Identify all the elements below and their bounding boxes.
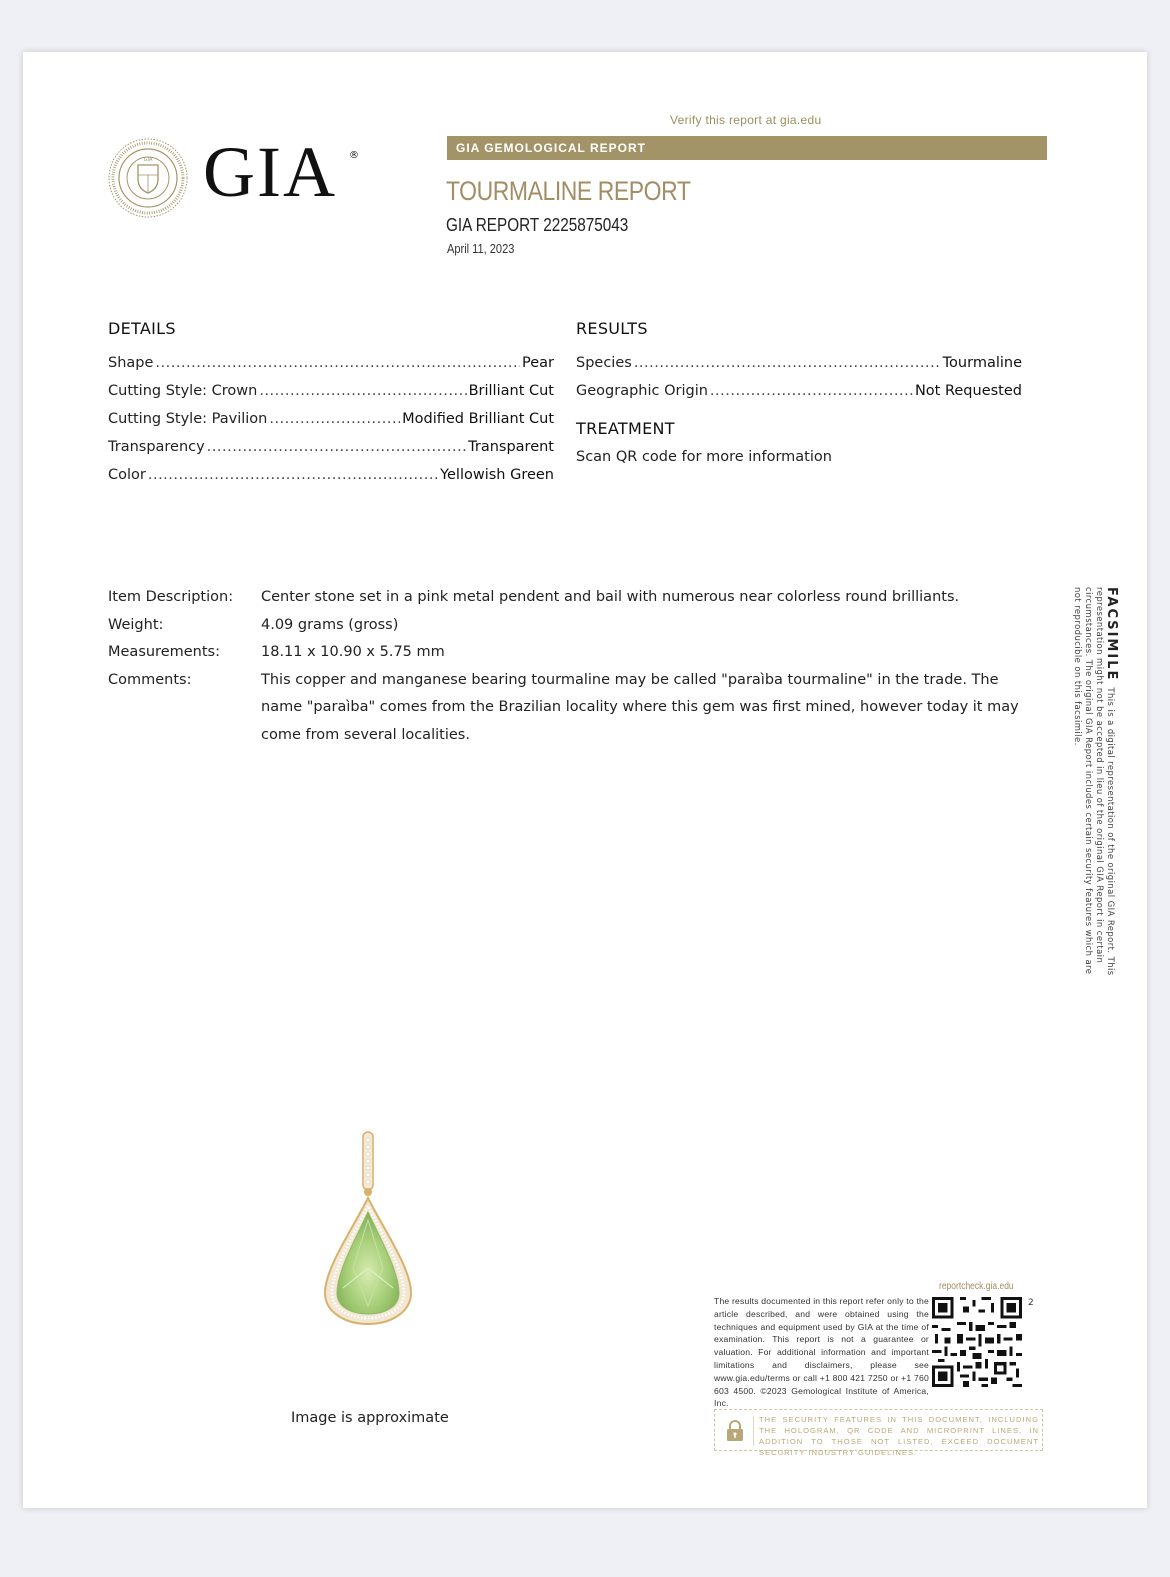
- detail-label: Transparency: [108, 439, 205, 455]
- verify-link[interactable]: Verify this report at gia.edu: [670, 113, 822, 127]
- registered-mark: ®: [349, 150, 359, 161]
- treatment-text: Scan QR code for more information: [576, 449, 832, 465]
- detail-row-crown: [108, 377, 554, 405]
- detail-label: Cutting Style: Crown: [108, 383, 258, 399]
- facsimile-note: [1072, 587, 1119, 977]
- treatment-heading: TREATMENT: [576, 419, 675, 438]
- legal-disclaimer: The results documented in this report refer only to the article described, and were obtained using the techniques and equipment used by GIA at the time of examination. This report is not a guarantee or valuation. For additional information and important limitations and disclaimers, please see www.gia.edu/terms or call +1 800 421 7250 or +1 760 603 4500. ©2023 Gemological Institute of America, Inc.: [714, 1296, 929, 1409]
- report-sheet: [23, 52, 1147, 1508]
- detail-value: Yellowish Green: [440, 467, 554, 483]
- lock-icon: [723, 1418, 747, 1442]
- detail-label: Color: [108, 467, 146, 483]
- desc-row-measurements: [108, 639, 1033, 667]
- desc-label: Comments:: [108, 671, 192, 688]
- security-notice: [714, 1409, 1043, 1457]
- results-section: [576, 319, 1022, 471]
- description-table: [108, 584, 1033, 749]
- desc-row-weight: [108, 612, 1033, 640]
- details-section: [108, 319, 554, 489]
- desc-value: 18.11 x 10.90 x 5.75 mm: [261, 644, 445, 660]
- detail-row-pavilion: [108, 405, 554, 433]
- result-value: Tourmaline: [942, 355, 1022, 371]
- desc-row-comments: [108, 667, 1033, 750]
- report-title: TOURMALINE REPORT: [446, 176, 691, 206]
- detail-value: Pear: [522, 355, 554, 371]
- desc-label: Weight:: [108, 616, 164, 633]
- detail-value: Brilliant Cut: [468, 383, 554, 399]
- desc-value: Center stone set in a pink metal pendent and bail with numerous near colorless round brilliants.: [261, 589, 960, 605]
- result-row-origin: [576, 377, 1022, 405]
- image-caption: Image is approximate: [291, 1410, 449, 1426]
- gia-logo-text: GIA: [203, 132, 337, 212]
- gia-seal-icon: [107, 137, 189, 219]
- result-row-species: [576, 349, 1022, 377]
- desc-row-item: [108, 584, 1033, 612]
- reportcheck-link[interactable]: reportcheck.gia.edu: [939, 1281, 1014, 1292]
- result-value: Not Requested: [914, 383, 1022, 399]
- desc-label: Item Description:: [108, 589, 234, 605]
- facsimile-text: This is a digital representation of the original GIA Report. This representation might not be accepted in lieu of the original GIA Report in certain circumstances. The original GIA Report includes certain security features which are not reproducible on this facsimile.: [1072, 587, 1115, 976]
- desc-value: This copper and manganese bearing tourmaline may be called "paraìba tourmaline" in the trade. The name "paraìba" comes from the Brazilian locality where this gem was first mined, however today it may come from several localities.: [261, 671, 1019, 743]
- security-text: THE SECURITY FEATURES IN THIS DOCUMENT, INCLUDING THE HOLOGRAM, QR CODE AND MICROPRINT LINES, IN ADDITION TO THOSE NOT LISTED, EXCEED DOCUMENT SECURITY INDUSTRY GUIDELINES.: [759, 1415, 1039, 1457]
- facsimile-title: FACSIMILE: [1104, 587, 1119, 682]
- desc-value: 4.09 grams (gross): [261, 616, 399, 633]
- result-label: Species: [576, 355, 632, 371]
- desc-label: Measurements:: [108, 644, 220, 660]
- results-heading: RESULTS: [576, 319, 648, 338]
- report-number: GIA REPORT 2225875043: [446, 215, 629, 235]
- detail-row-color: [108, 461, 554, 489]
- detail-row-transparency: [108, 433, 554, 461]
- seal-text: GIA: [143, 157, 153, 163]
- detail-row-shape: [108, 349, 554, 377]
- pendant-image: [313, 1128, 423, 1328]
- details-heading: DETAILS: [108, 319, 176, 338]
- detail-value: Modified Brilliant Cut: [402, 411, 554, 427]
- detail-label: Shape: [108, 355, 154, 371]
- qr-code-icon[interactable]: [932, 1297, 1022, 1387]
- report-date: April 11, 2023: [447, 241, 515, 256]
- qr-number: 2: [1028, 1298, 1034, 1308]
- report-type-bar: GIA GEMOLOGICAL REPORT: [447, 136, 1047, 160]
- detail-label: Cutting Style: Pavilion: [108, 411, 268, 427]
- detail-value: Transparent: [468, 439, 554, 455]
- result-label: Geographic Origin: [576, 383, 708, 399]
